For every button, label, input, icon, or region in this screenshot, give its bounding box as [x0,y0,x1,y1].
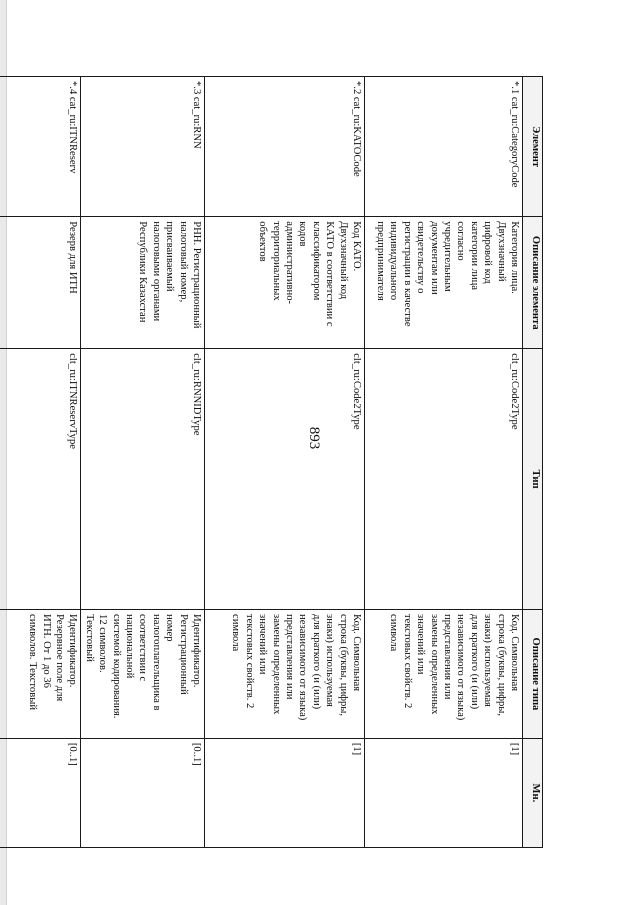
table-header-row [523,77,543,848]
table-row [0,77,81,848]
cell-multiplicity: [1] [205,738,365,847]
cell-type-description: Код. Символьная строка (буквы, цифры, знаки) используемая для краткого (и (или) независимого от языка) представления или замены определенных значений или текстовых свойств. 2 символа [205,610,365,739]
cell-type: clt_ru:Code2Type [365,349,523,610]
header-type: Тип [523,349,543,610]
table-row [81,77,205,848]
header-type-description: Описание типа [523,610,543,739]
cell-multiplicity: [0..1] [0,738,81,847]
cell-element: *.2 cat_ru:KATOCode [205,77,365,217]
cell-type: clt_ru:RNNIDType [81,349,205,610]
cell-element-description: Код КАТО. Двухзначный код КАТО в соответствии с классификатором кодов административно- территориальных объектов [205,217,365,349]
header-element: Элемент [523,77,543,217]
cell-element-description: Категория лица. Двухзначный цифровой код категории лица согласно учредительным документам или свидетельству о регистрации в качестве индивидуального предпринимателя [365,217,523,349]
table-row [205,77,365,848]
cell-type-description: Идентификатор. Регистрационный номер налогоплательщика в соответствии с национальной системой кодирования. 12 символов. Текстовый [81,610,205,739]
cell-multiplicity: [1] [365,738,523,847]
cell-type: clt_ru:Code2Type [205,349,365,610]
header-multiplicity: Мн. [523,738,543,847]
cell-element-description: Резерв для ИТН [0,217,81,349]
cell-multiplicity: [0..1] [81,738,205,847]
rotated-table-container [27,76,543,848]
table-row [365,77,523,848]
cell-type-description: Код. Символьная строка (буквы, цифры, знаки) используемая для краткого (и (или) независимого от языка) представления или замены определенных значений или текстовых свойств. 2 символа [365,610,523,739]
header-element-description: Описание элемента [523,217,543,349]
cell-type: clt_ru:ITNReservType [0,349,81,610]
cell-element: *.3 cat_ru:RNN [81,77,205,217]
data-table [0,76,543,848]
page-number: 893 [306,426,322,450]
cell-element-description: РНН. Регистрационный налоговый номер, присваиваемый налоговыми органами Республики Казахстан [81,217,205,349]
cell-element: *.4 cat_ru:ITNReserv [0,77,81,217]
cell-type-description: Идентификатор. Резервное поле для ИТН. От 1 до 36 символов. Текстовый [0,610,81,739]
cell-element: *.1 cat_ru:CategoryCode [365,77,523,217]
